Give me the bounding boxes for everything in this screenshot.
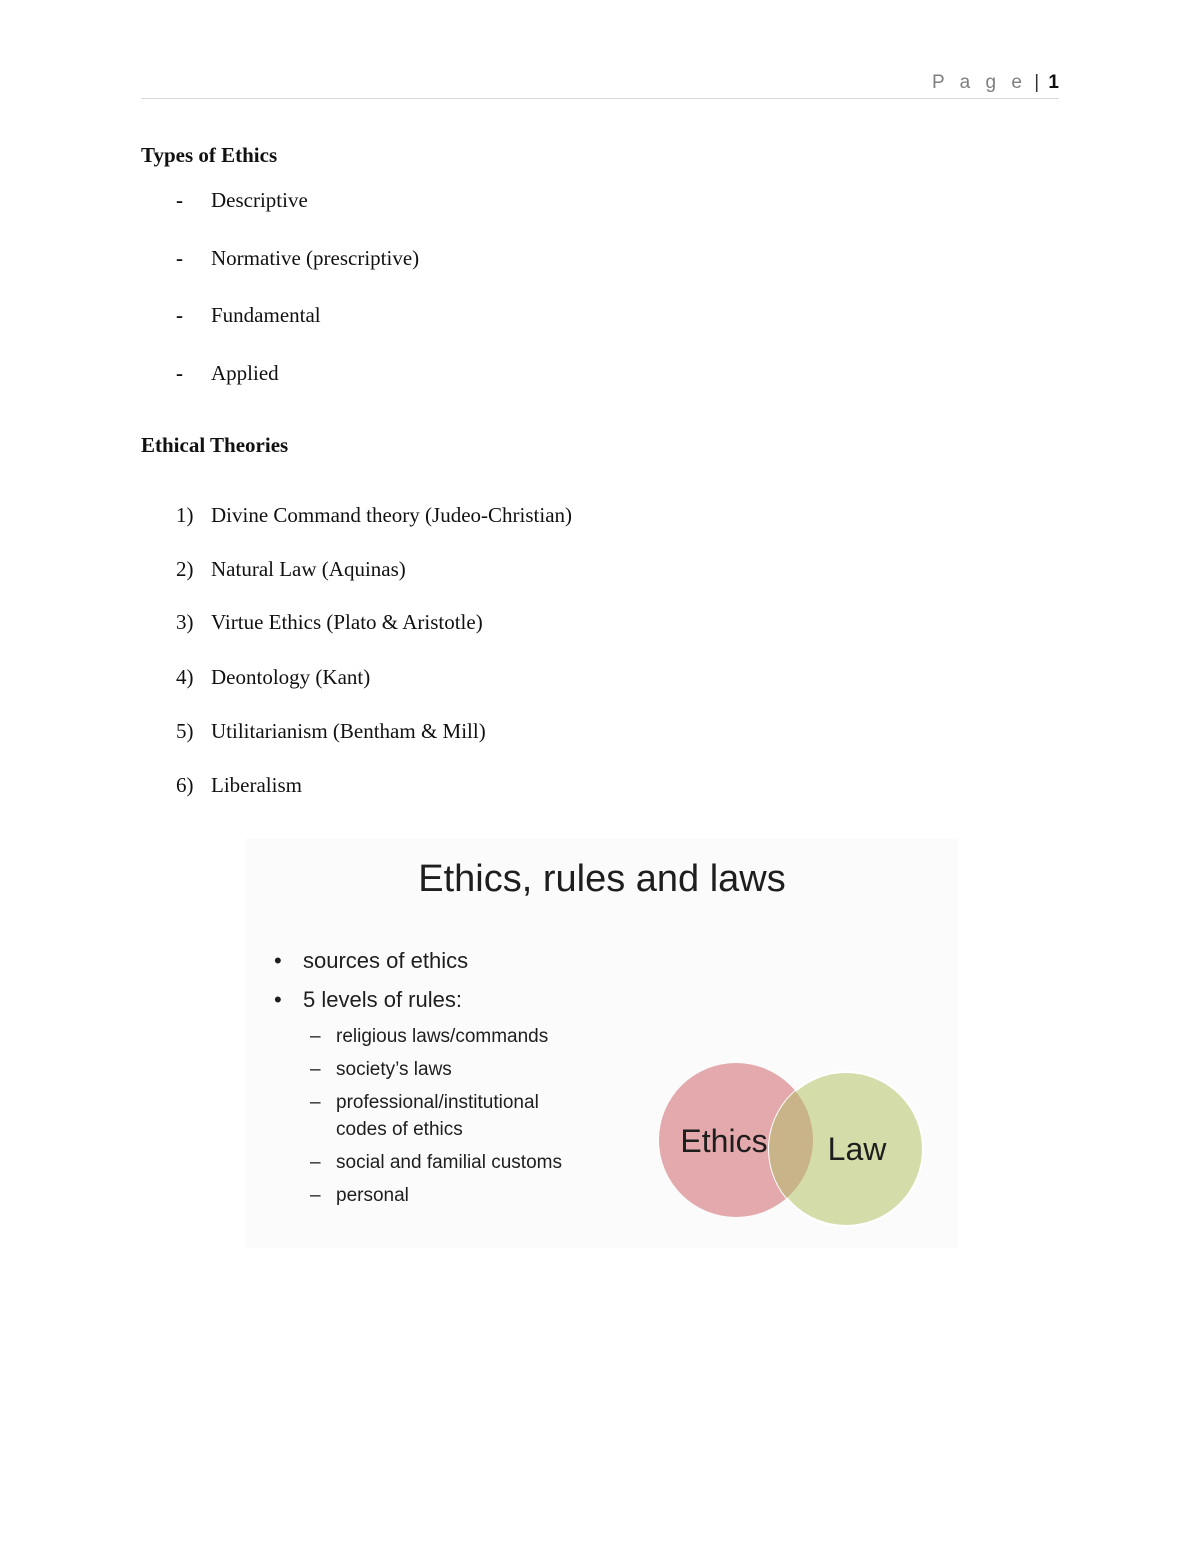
bullet-dash: - (176, 303, 183, 327)
numbered-item-text: Utilitarianism (Bentham & Mill) (211, 719, 486, 743)
numbered-item (0, 557, 1000, 587)
bullet-dot: • (274, 987, 282, 1012)
page-label: P a g e (932, 72, 1027, 93)
slide-sub-text: personal (336, 1185, 409, 1206)
bullet-dash: - (176, 188, 183, 212)
numbered-item-text: Liberalism (211, 773, 302, 797)
slide-title: Ethics, rules and laws (418, 858, 786, 900)
numbered-item-text: Virtue Ethics (Plato & Aristotle) (211, 610, 483, 634)
list-item (0, 303, 1000, 333)
item-number: 3) (176, 610, 194, 634)
numbered-item (0, 773, 1000, 803)
numbered-item-text: Natural Law (Aquinas) (211, 557, 406, 581)
list-item-text: Applied (211, 361, 279, 385)
slide-bullet-text: sources of ethics (303, 948, 469, 973)
sub-dash: – (310, 1059, 321, 1080)
slide-sub-item (310, 1149, 562, 1176)
page-number-value: 1 (1048, 72, 1059, 93)
slide-bullet-text: 5 levels of rules: (303, 987, 462, 1012)
slide-sub-text: social and familial customs (336, 1152, 562, 1173)
numbered-item-text: Divine Command theory (Judeo-Christian) (211, 503, 573, 527)
venn-diagram (650, 1054, 930, 1232)
slide-bullet (274, 987, 462, 1013)
numbered-item-text: Deontology (Kant) (211, 665, 371, 689)
sub-dash: – (310, 1026, 321, 1047)
page-number (932, 72, 1059, 94)
bullet-dash: - (176, 361, 183, 385)
slide-sub-item (310, 1089, 570, 1143)
slide-sub-item (310, 1056, 452, 1083)
item-number: 1) (176, 503, 194, 527)
numbered-item (0, 719, 1000, 749)
slide-sub-item (310, 1023, 548, 1050)
item-number: 6) (176, 773, 194, 797)
list-item-text: Fundamental (211, 303, 321, 327)
types-of-ethics-heading: Types of Ethics (141, 143, 278, 167)
list-item (0, 246, 1000, 276)
numbered-item (0, 665, 1000, 695)
ethical-theories-heading: Ethical Theories (141, 433, 289, 457)
slide-sub-text: professional/institutional codes of ethics (336, 1092, 539, 1140)
list-item (0, 188, 1000, 218)
item-number: 4) (176, 665, 194, 689)
sub-dash: – (310, 1092, 321, 1113)
list-item-text: Normative (prescriptive) (211, 246, 420, 270)
slide-image (246, 838, 958, 1248)
numbered-item (0, 610, 1000, 640)
item-number: 2) (176, 557, 194, 581)
slide-sub-text: society’s laws (336, 1059, 452, 1080)
slide-sub-text: religious laws/commands (336, 1026, 549, 1047)
list-item-text: Descriptive (211, 188, 308, 212)
sub-dash: – (310, 1185, 321, 1206)
page-separator: | (1034, 72, 1040, 93)
slide-sub-item (310, 1182, 409, 1209)
sub-dash: – (310, 1152, 321, 1173)
item-number: 5) (176, 719, 194, 743)
page-header (141, 72, 1059, 99)
bullet-dot: • (274, 948, 282, 973)
list-item (0, 361, 1000, 391)
numbered-item (0, 503, 1000, 533)
slide-bullet (274, 948, 468, 974)
venn-ethics-label: Ethics (680, 1123, 768, 1159)
bullet-dash: - (176, 246, 183, 270)
venn-law-label: Law (827, 1131, 887, 1167)
